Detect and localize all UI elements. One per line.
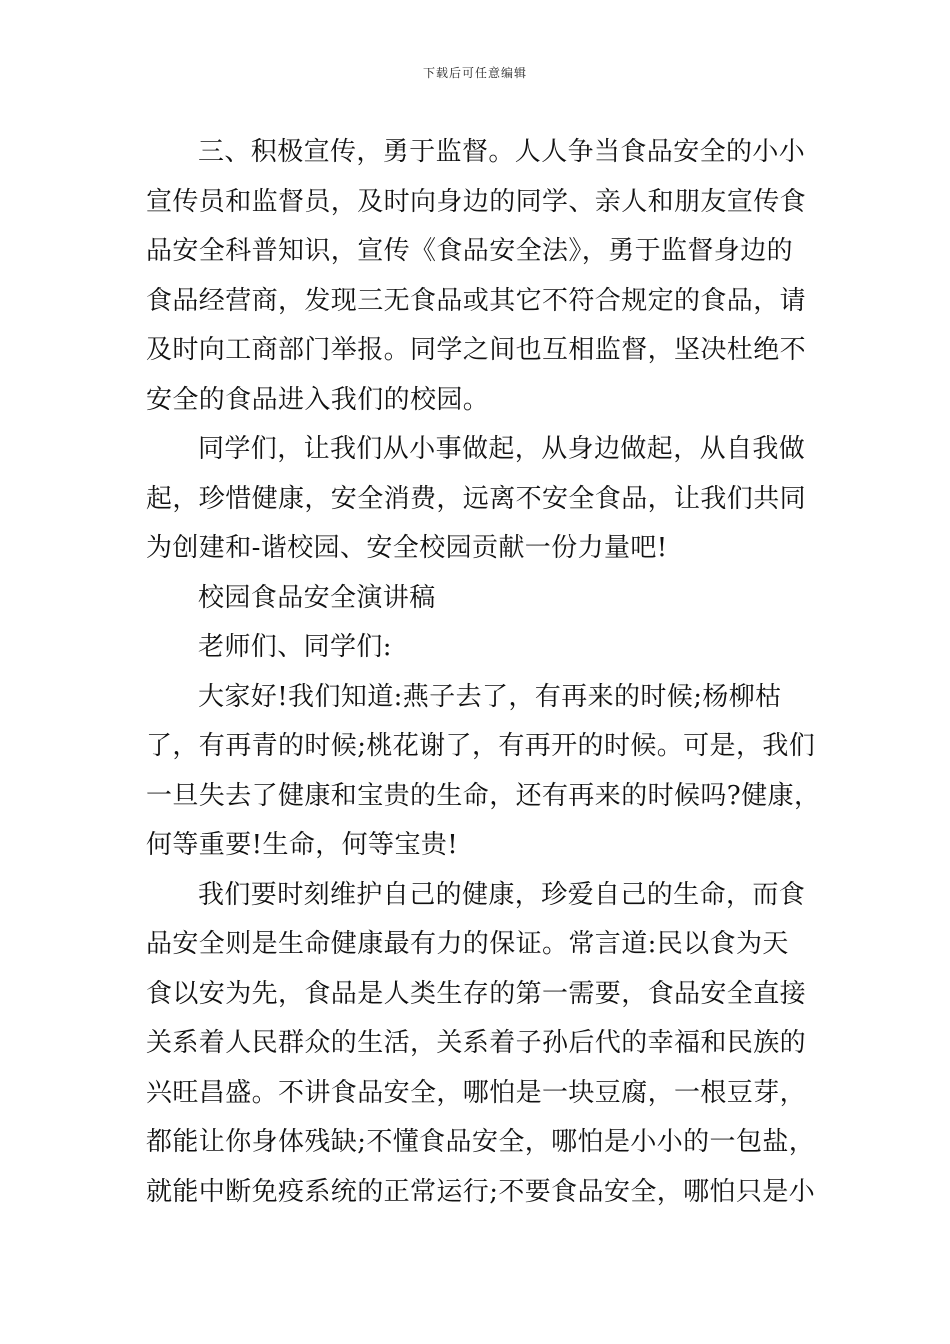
paragraph-line: 一旦失去了健康和宝贵的生命，还有再来的时候吗?健康， <box>146 780 821 811</box>
paragraph-line: 何等重要!生命，何等宝贵! <box>146 830 459 860</box>
paragraph-line: 宣传员和监督员，及时向身边的同学、亲人和朋友宣传食 <box>146 186 807 217</box>
paragraph-line: 了，有再青的时候;桃花谢了，有再开的时候。可是，我们 <box>146 731 816 761</box>
paragraph-line: 就能中断免疫系统的正常运行;不要食品安全，哪怕只是小 <box>146 1176 816 1207</box>
paragraph-line: 食品经营商，发现三无食品或其它不符合规定的食品，请 <box>146 285 807 316</box>
paragraph-line: 品安全科普知识，宣传《食品安全法》，勇于监督身边的 <box>146 236 794 266</box>
paragraph-line: 起，珍惜健康，安全消费，远离不安全食品，让我们共同 <box>146 483 807 514</box>
paragraph-line: 食以安为先，食品是人类生存的第一需要，食品安全直接 <box>146 978 807 1009</box>
section-title: 校园食品安全演讲稿 <box>198 582 436 613</box>
paragraph-line: 同学们，让我们从小事做起，从身边做起，从自我做 <box>198 434 806 464</box>
paragraph-line: 为创建和-谐校园、安全校园贡献一份力量吧! <box>146 533 668 563</box>
paragraph-line: 关系着人民群众的生活，关系着子孙后代的幸福和民族的 <box>146 1028 807 1058</box>
paragraph-line: 兴旺昌盛。不讲食品安全，哪怕是一块豆腐，一根豆芽， <box>146 1077 807 1108</box>
paragraph-line: 大家好!我们知道:燕子去了，有再来的时候;杨柳枯 <box>198 681 782 712</box>
paragraph-line: 安全的食品进入我们的校园。 <box>146 384 490 415</box>
page-header: 下载后可任意编辑 <box>422 66 527 80</box>
paragraph-line: 三、积极宣传，勇于监督。人人争当食品安全的小小 <box>198 137 806 167</box>
paragraph-line: 我们要时刻维护自己的健康，珍爱自己的生命，而食 <box>198 879 806 910</box>
paragraph-line: 品安全则是生命健康最有力的保证。常言道:民以食为天 <box>146 929 789 959</box>
paragraph-line: 都能让你身体残缺;不懂食品安全，哪怕是小小的一包盐， <box>146 1127 816 1157</box>
salutation: 老师们、同学们: <box>198 632 392 662</box>
document-body <box>146 128 821 1217</box>
paragraph-line: 及时向工商部门举报。同学之间也互相监督，坚决杜绝不 <box>146 335 807 365</box>
